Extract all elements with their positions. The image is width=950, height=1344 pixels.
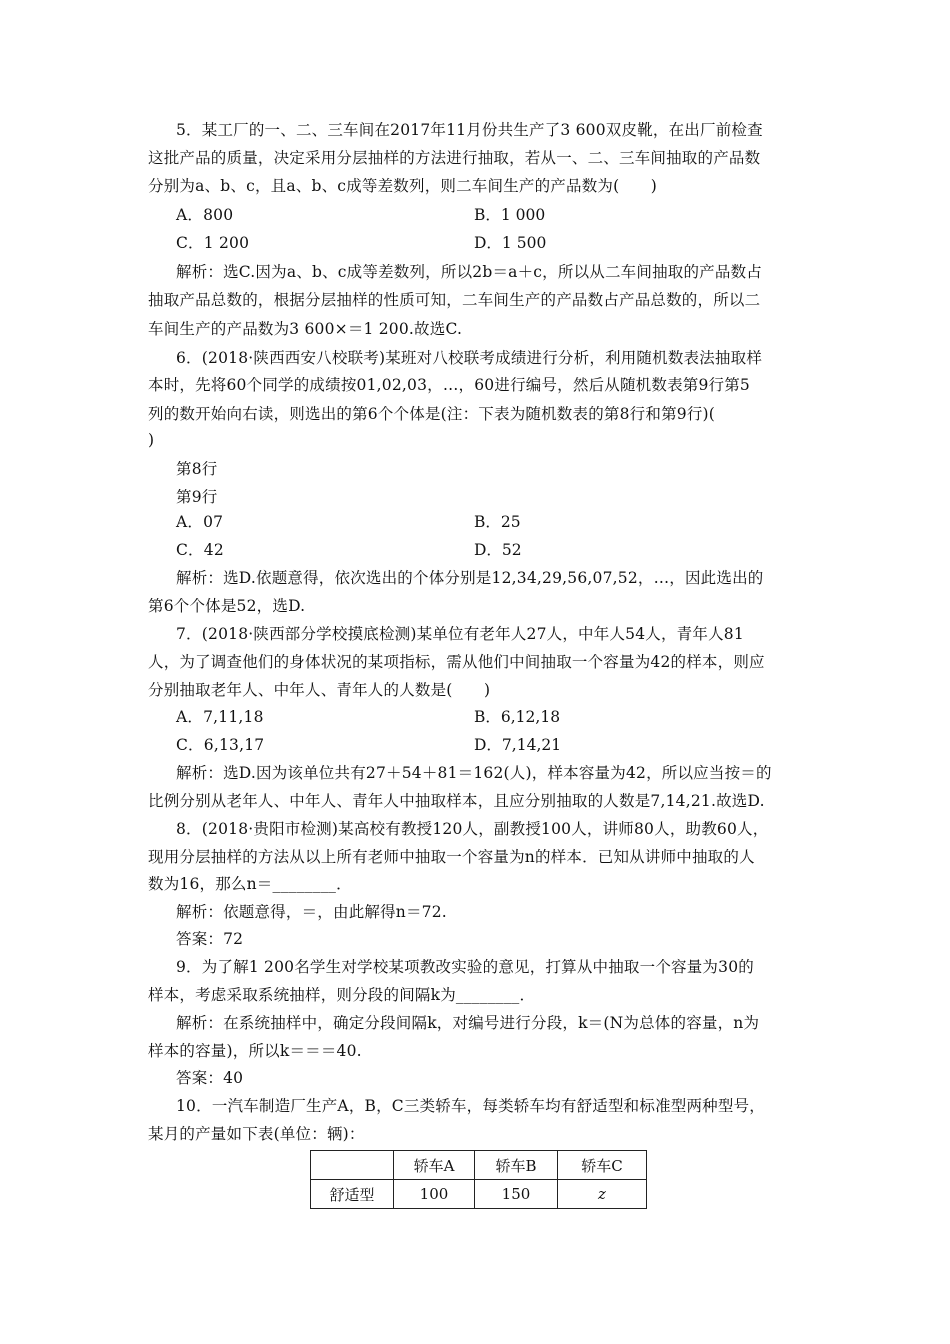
q9-solution-line2: 样本的容量)，所以k＝＝＝40. [148,1042,362,1060]
q6-text-line2: 本时，先将60个同学的成绩按01,02,03，…，60进行编号，然后从随机数表第9行第5 [148,376,750,394]
q8-text-line2: 现用分层抽样的方法从以上所有老师中抽取一个容量为n的样本．已知从讲师中抽取的人 [148,848,755,866]
q9-answer: 答案：40 [176,1069,244,1087]
q7-text-line3: 分别抽取老年人、中年人、青年人的人数是( ) [148,681,491,699]
q10-text-line1: 10．一汽车制造厂生产A，B，C三类轿车，每类轿车均有舒适型和标准型两种型号， [176,1097,765,1115]
q6-row9-label: 第9行 [176,488,218,506]
q7-option-d: D．7,14,21 [474,736,562,754]
q10-text-line2: 某月的产量如下表(单位：辆)： [148,1125,365,1143]
q5-option-a: A．800 [176,206,234,224]
table-cell: 150 [475,1180,558,1209]
q8-solution: 解析：依题意得，＝，由此解得n＝72. [176,903,447,921]
table-cell: z [558,1180,647,1209]
q9-solution-line1: 解析：在系统抽样中，确定分段间隔k，对编号进行分段，k＝(N为总体的容量，n为 [176,1014,760,1032]
q7-text-line1: 7．(2018·陕西部分学校摸底检测)某单位有老年人27人，中年人54人，青年人81 [176,625,744,643]
q7-text-line2: 人，为了调查他们的身体状况的某项指标，需从他们中间抽取一个容量为42的样本，则应 [148,653,765,671]
q5-option-c: C．1 200 [176,234,250,252]
q8-text-line3: 数为16，那么n＝________． [148,875,352,893]
q6-text-line1: 6．(2018·陕西西安八校联考)某班对八校联考成绩进行分析，利用随机数表法抽取样 [176,349,763,367]
q5-solution-line3: 车间生产的产品数为3 600×＝1 200.故选C. [148,320,463,338]
q9-text-line2: 样本，考虑采取系统抽样，则分段的间隔k为________． [148,986,536,1004]
table-header-cell: 轿车B [475,1151,558,1180]
q7-option-a: A．7,11,18 [176,708,264,726]
q5-option-d: D．1 500 [474,234,547,252]
q8-answer: 答案：72 [176,930,244,948]
q6-option-d: D．52 [474,541,522,559]
table-cell: 舒适型 [311,1180,394,1209]
table-header-cell: 轿车C [558,1151,647,1180]
table-header-row [311,1151,647,1180]
q6-text-line3: 列的数开始向右读，则选出的第6个个体是(注：下表为随机数表的第8行和第9行)( [148,405,716,423]
q6-row8-label: 第8行 [176,460,218,478]
q6-solution-line2: 第6个个体是52，选D. [148,597,306,615]
q7-solution-line2: 比例分别从老年人、中年人、青年人中抽取样本，且应分别抽取的人数是7,14,21.故选D. [148,792,765,810]
q6-option-a: A．07 [176,513,224,531]
q6-solution-line1: 解析：选D.依题意得，依次选出的个体分别是12,34,29,56,07,52，…，因此选出的 [176,569,764,587]
q7-solution-line1: 解析：选D.因为该单位共有27＋54＋81＝162(人)，样本容量为42，所以应当按＝的 [176,764,772,782]
table-header-cell [311,1151,394,1180]
table-row [311,1180,647,1209]
q9-text-line1: 9．为了解1 200名学生对学校某项教改实验的意见，打算从中抽取一个容量为30的 [176,958,754,976]
table-header-cell: 轿车A [394,1151,475,1180]
table-cell: 100 [394,1180,475,1209]
q5-text-line3: 分别为a、b、c，且a、b、c成等差数列，则二车间生产的产品数为( ) [148,177,657,195]
q5-text-line2: 这批产品的质量，决定采用分层抽样的方法进行抽取，若从一、二、三车间抽取的产品数 [148,149,761,167]
q8-text-line1: 8．(2018·贵阳市检测)某高校有教授120人，副教授100人，讲师80人，助教60人， [176,820,769,838]
q6-text-line4: ) [148,431,155,449]
q5-text-line1: 5．某工厂的一、二、三车间在2017年11月份共生产了3 600双皮靴，在出厂前检查 [176,121,763,139]
q7-option-c: C．6,13,17 [176,736,265,754]
q5-solution-line2: 抽取产品总数的，根据分层抽样的性质可知，二车间生产的产品数占产品总数的，所以二 [148,291,761,309]
q5-option-b: B．1 000 [474,206,546,224]
q6-option-c: C．42 [176,541,224,559]
q7-option-b: B．6,12,18 [474,708,561,726]
production-table [310,1150,647,1209]
q6-option-b: B．25 [474,513,521,531]
q5-solution-line1: 解析：选C.因为a、b、c成等差数列，所以2b＝a＋c，所以从二车间抽取的产品数占 [176,263,762,281]
